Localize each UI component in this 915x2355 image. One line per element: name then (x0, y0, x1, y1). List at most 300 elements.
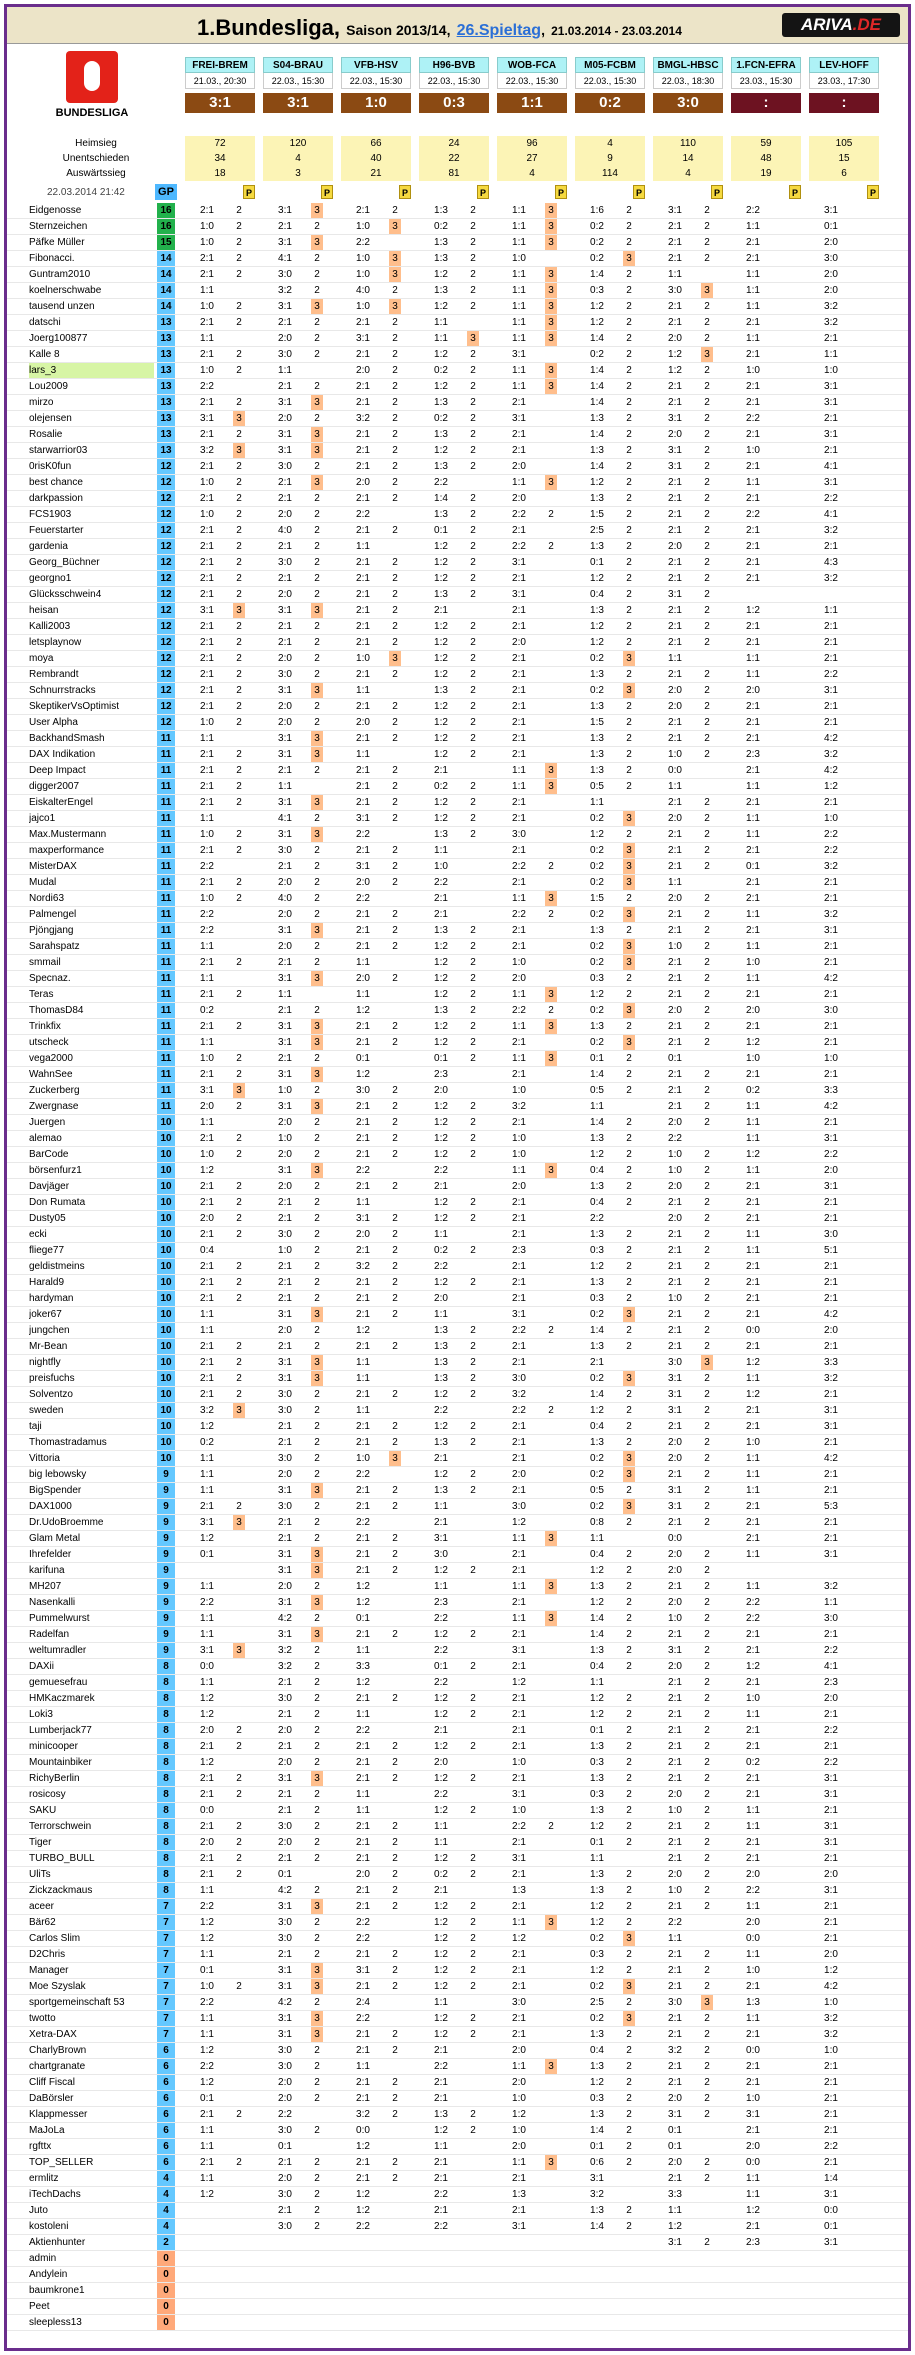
tip-value: 2:2 (512, 1405, 526, 1416)
player-name[interactable]: Aktienhunter (29, 2237, 86, 2248)
player-name[interactable]: DaBörsler (29, 2093, 74, 2104)
player-name[interactable]: Nasenkalli (29, 1597, 76, 1608)
tip-points: 2 (392, 1341, 398, 1352)
tip-value: 1:3 (434, 397, 448, 408)
player-name[interactable]: rosicosy (29, 1789, 66, 1800)
player-name[interactable]: EiskalterEngel (29, 797, 93, 808)
tip-points: 2 (392, 973, 398, 984)
player-name[interactable]: Harald9 (29, 1277, 65, 1288)
stat-value: 6 (809, 166, 879, 181)
tip-points: 3 (623, 1371, 635, 1386)
player-name[interactable]: Pummelwurst (29, 1613, 90, 1624)
tip-points: 2 (626, 269, 632, 280)
game-name[interactable]: S04-BRAU (263, 57, 333, 73)
tip-value: 0:2 (590, 1981, 604, 1992)
tip-value: 3:1 (200, 413, 214, 424)
tip-value: 1:3 (434, 1437, 448, 1448)
tip-value: 1:3 (590, 2205, 604, 2216)
player-name[interactable]: baumkrone1 (29, 2285, 85, 2296)
player-name[interactable]: twotto (29, 2013, 56, 2024)
tip-value: 1:3 (590, 1021, 604, 1032)
player-name[interactable]: Max.Mustermann (29, 829, 107, 840)
player-name[interactable]: Kalli2003 (29, 621, 71, 632)
tip-value: 2:1 (668, 1341, 682, 1352)
tip-value: 1:2 (434, 1197, 448, 1208)
tip-value: 1:1 (356, 989, 370, 1000)
player-name[interactable]: Xetra-DAX (29, 2029, 77, 2040)
player-name[interactable]: Cliff Fiscal (29, 2077, 75, 2088)
player-name[interactable]: Pjöngjang (29, 925, 74, 936)
tip-value: 1:3 (434, 461, 448, 472)
tip-value: 1:3 (434, 589, 448, 600)
p-tag: P (633, 185, 645, 199)
player-name[interactable]: Feuerstarter (29, 525, 84, 536)
table-row (7, 1947, 908, 1963)
tip-points: 3 (545, 2155, 557, 2170)
player-name[interactable]: HMKaczmarek (29, 1693, 95, 1704)
player-points: 4 (157, 2187, 175, 2202)
player-name[interactable]: Lou2009 (29, 381, 68, 392)
player-name[interactable]: fliege77 (29, 1245, 65, 1256)
tip-points: 2 (704, 1805, 710, 1816)
tip-value: 1:4 (590, 2125, 604, 2136)
tip-points: 3 (311, 1563, 323, 1578)
player-name[interactable]: Teras (29, 989, 54, 1000)
tip-value: 2:1 (824, 637, 838, 648)
player-name[interactable]: D2Chris (29, 1949, 66, 1960)
player-name[interactable]: Zwergnase (29, 1101, 79, 1112)
player-name[interactable]: DAX Indikation (29, 749, 96, 760)
tip-value: 2:1 (512, 525, 526, 536)
tip-points: 2 (626, 573, 632, 584)
player-name[interactable]: letsplaynow (29, 637, 82, 648)
player-name[interactable]: ermlitz (29, 2173, 59, 2184)
player-name[interactable]: Fibonacci. (29, 253, 75, 264)
tip-value: 2:1 (356, 1293, 370, 1304)
player-name[interactable]: geldistmeins (29, 1261, 85, 1272)
tip-value: 2:1 (356, 1133, 370, 1144)
tip-points: 2 (470, 781, 476, 792)
table-row (7, 1083, 908, 1099)
player-name[interactable]: RichyBerlin (29, 1773, 80, 1784)
player-name[interactable]: aceer (29, 1901, 55, 1912)
player-name[interactable]: Davjäger (29, 1181, 70, 1192)
player-name[interactable]: sportgemeinschaft 53 (29, 1997, 125, 2008)
tip-value: 2:0 (824, 285, 838, 296)
tip-value: 2:1 (824, 1437, 838, 1448)
tip-points: 2 (392, 733, 398, 744)
tip-value: 3:1 (356, 1965, 370, 1976)
player-name[interactable]: datschi (29, 317, 61, 328)
table-row (7, 747, 908, 763)
tip-value: 2:1 (746, 1853, 760, 1864)
game-name[interactable]: 1.FCN-EFRA (731, 57, 801, 73)
player-name[interactable]: MisterDAX (29, 861, 77, 872)
player-name[interactable]: Glücksschwein4 (29, 589, 102, 600)
player-name[interactable]: Dr.UdoBroemme (29, 1517, 104, 1528)
player-name[interactable]: darkpassion (29, 493, 83, 504)
player-name[interactable]: big lebowsky (29, 1469, 87, 1480)
player-name[interactable]: Rosalie (29, 429, 63, 440)
player-name[interactable]: weltumradler (29, 1645, 87, 1656)
tip-value: 1:2 (200, 1757, 214, 1768)
tip-value: 2:1 (746, 493, 760, 504)
tip-points: 2 (314, 541, 320, 552)
player-name[interactable]: Sternzeichen (29, 221, 88, 232)
player-name[interactable]: Palmengel (29, 909, 77, 920)
player-name[interactable]: Specnaz. (29, 973, 71, 984)
game-name[interactable]: FREI-BREM (185, 57, 255, 73)
tip-value: 2:0 (200, 1101, 214, 1112)
tip-value: 2:0 (668, 1213, 682, 1224)
player-name[interactable]: starwarrior03 (29, 445, 88, 456)
tip-points: 2 (314, 413, 320, 424)
player-name[interactable]: User Alpha (29, 717, 78, 728)
player-name[interactable]: Mr-Bean (29, 1341, 68, 1352)
tip-points: 2 (704, 2029, 710, 2040)
tip-points: 2 (314, 573, 320, 584)
tip-value: 3:0 (824, 1229, 838, 1240)
tip-points: 2 (704, 1229, 710, 1240)
tip-value: 2:1 (356, 2093, 370, 2104)
tip-value: 2:1 (746, 557, 760, 568)
player-name[interactable]: hardyman (29, 1293, 74, 1304)
player-name[interactable]: Päfke Müller (29, 237, 85, 248)
player-name[interactable]: moya (29, 653, 54, 664)
player-name[interactable]: smmail (29, 957, 61, 968)
tip-points: 3 (311, 603, 323, 618)
player-name[interactable]: georgno1 (29, 573, 72, 584)
tip-value: 2:1 (824, 1261, 838, 1272)
tip-points: 3 (311, 747, 323, 762)
player-name[interactable]: Guntram2010 (29, 269, 91, 280)
tip-value: 1:1 (434, 1309, 448, 1320)
player-name[interactable]: Radelfan (29, 1629, 70, 1640)
tip-value: 3:1 (278, 1021, 292, 1032)
player-name[interactable]: Glam Metal (29, 1533, 81, 1544)
player-name[interactable]: Moe Szyslak (29, 1981, 86, 1992)
p-tag: P (711, 185, 723, 199)
tip-points: 2 (626, 989, 632, 1000)
tip-value: 2:1 (356, 2045, 370, 2056)
tip-points: 2 (470, 541, 476, 552)
tip-points: 3 (311, 1627, 323, 1642)
player-name[interactable]: best chance (29, 477, 83, 488)
player-name[interactable]: Loki3 (29, 1709, 53, 1720)
tip-points: 2 (704, 1085, 710, 1096)
tip-value: 2:1 (356, 1757, 370, 1768)
player-name[interactable]: taji (29, 1421, 42, 1432)
tip-value: 1:4 (590, 365, 604, 376)
tip-points: 2 (236, 541, 242, 552)
game-name[interactable]: WOB-FCA (497, 57, 567, 73)
player-name[interactable]: Mountainbiker (29, 1757, 92, 1768)
tip-points: 2 (314, 765, 320, 776)
tip-points: 3 (545, 283, 557, 298)
tip-points: 2 (704, 973, 710, 984)
tip-value: 0:1 (278, 2141, 292, 2152)
player-name[interactable]: ThomasD84 (29, 1005, 84, 1016)
tip-points: 2 (626, 1837, 632, 1848)
tip-value: 2:1 (278, 1213, 292, 1224)
tip-value: 0:2 (434, 781, 448, 792)
player-name[interactable]: digger2007 (29, 781, 80, 792)
tip-points: 2 (626, 701, 632, 712)
player-name[interactable]: jajco1 (29, 813, 56, 824)
player-name[interactable]: iTechDachs (29, 2189, 81, 2200)
tip-points: 2 (626, 413, 632, 424)
table-row (7, 1195, 908, 1211)
tip-points: 2 (470, 1005, 476, 1016)
player-name[interactable]: preisfuchs (29, 1373, 75, 1384)
tip-value: 3:1 (200, 1517, 214, 1528)
player-name[interactable]: jungchen (29, 1325, 70, 1336)
table-row (7, 2043, 908, 2059)
tip-value: 3:1 (278, 925, 292, 936)
tip-value: 2:0 (824, 1949, 838, 1960)
tip-points: 2 (236, 1821, 242, 1832)
tip-value: 2:1 (434, 1181, 448, 1192)
player-name[interactable]: vega2000 (29, 1053, 73, 1064)
player-name[interactable]: Schnurrstracks (29, 685, 96, 696)
player-name[interactable]: lars_3 (29, 363, 154, 378)
player-name[interactable]: UliTs (29, 1869, 51, 1880)
player-name[interactable]: minicooper (29, 1741, 78, 1752)
player-name[interactable]: admin (29, 2253, 57, 2264)
player-name[interactable]: Peet (29, 2301, 50, 2312)
player-name[interactable]: Juto (29, 2205, 48, 2216)
tip-value: 2:1 (356, 1981, 370, 1992)
player-name[interactable]: ecki (29, 1229, 47, 1240)
player-name[interactable]: Mudal (29, 877, 57, 888)
tip-value: 3:1 (200, 1645, 214, 1656)
player-name[interactable]: nightfly (29, 1357, 61, 1368)
player-name[interactable]: koelnerschwabe (29, 285, 102, 296)
tip-value: 3:1 (824, 429, 838, 440)
tip-value: 3:1 (278, 733, 292, 744)
player-name[interactable]: MaJoLa (29, 2125, 65, 2136)
player-name[interactable]: Solventzo (29, 1389, 73, 1400)
tip-value: 3:2 (356, 1261, 370, 1272)
player-name[interactable]: Andylein (29, 2269, 68, 2280)
matchday-link[interactable]: 26.Spieltag (456, 22, 542, 39)
player-name[interactable]: Dusty05 (29, 1213, 66, 1224)
tip-value: 3:1 (278, 1981, 292, 1992)
player-name[interactable]: tausend unzen (29, 301, 95, 312)
player-name[interactable]: Trinkfix (29, 1021, 61, 1032)
tip-points: 2 (626, 1197, 632, 1208)
tip-points: 2 (626, 1405, 632, 1416)
table-row (7, 1467, 908, 1483)
tip-value: 3:0 (278, 2125, 292, 2136)
player-name[interactable]: Thomastradamus (29, 1437, 107, 1448)
tip-points: 2 (314, 461, 320, 472)
player-name[interactable]: BackhandSmash (29, 733, 105, 744)
player-name[interactable]: 0risK0fun (29, 461, 72, 472)
player-name[interactable]: Terrorschwein (29, 1821, 92, 1832)
tip-points: 2 (236, 557, 242, 568)
player-name[interactable]: TOP_SELLER (29, 2157, 94, 2168)
game-name[interactable]: LEV-HOFF (809, 57, 879, 73)
player-points: 13 (157, 379, 175, 394)
player-name[interactable]: mirzo (29, 397, 54, 408)
player-name[interactable]: Klappmesser (29, 2109, 88, 2120)
tip-value: 1:1 (746, 1245, 760, 1256)
player-name[interactable]: Rembrandt (29, 669, 79, 680)
player-name[interactable]: Ihrefelder (29, 1549, 72, 1560)
tip-points: 2 (626, 1421, 632, 1432)
tip-points: 2 (470, 925, 476, 936)
tip-value: 2:2 (512, 1325, 526, 1336)
player-name[interactable]: Carlos Slim (29, 1933, 81, 1944)
tip-value: 2:2 (434, 2221, 448, 2232)
tip-value: 1:3 (590, 1773, 604, 1784)
tip-value: 2:1 (356, 1021, 370, 1032)
tip-value: 0:1 (590, 1053, 604, 1064)
player-name[interactable]: DAXii (29, 1661, 55, 1672)
tip-value: 2:1 (512, 1453, 526, 1464)
player-name[interactable]: heisan (29, 605, 59, 616)
player-name[interactable]: BarCode (29, 1149, 69, 1160)
player-name[interactable]: börsenfurz1 (29, 1165, 82, 1176)
tip-value: 1:0 (278, 1133, 292, 1144)
tip-points: 2 (548, 1325, 554, 1336)
player-name[interactable]: gardenia (29, 541, 68, 552)
player-name[interactable]: Nordi63 (29, 893, 65, 904)
tip-value: 2:1 (668, 1421, 682, 1432)
tip-value: 1:1 (200, 1949, 214, 1960)
player-name[interactable]: Sarahspatz (29, 941, 80, 952)
tip-value: 1:2 (434, 269, 448, 280)
player-name[interactable]: Juergen (29, 1117, 66, 1128)
tip-points: 2 (470, 1981, 476, 1992)
tip-points: 2 (314, 1661, 320, 1672)
tip-points: 2 (470, 989, 476, 1000)
player-name[interactable]: SkeptikerVsOptimist (29, 701, 120, 712)
stat-value: 66 (341, 136, 411, 151)
player-name[interactable]: MH207 (29, 1581, 62, 1592)
tip-value: 3:0 (824, 253, 838, 264)
player-name[interactable]: Lumberjack77 (29, 1725, 92, 1736)
tip-value: 1:1 (512, 285, 526, 296)
player-name[interactable]: FCS1903 (29, 509, 72, 520)
ariva-logo[interactable] (782, 13, 900, 37)
tip-points: 2 (626, 301, 632, 312)
player-name[interactable]: Eidgenosse (29, 205, 82, 216)
game-name[interactable]: H96-BVB (419, 57, 489, 73)
player-name[interactable]: Zuckerberg (29, 1085, 80, 1096)
tip-value: 2:1 (356, 2077, 370, 2088)
tip-points: 2 (704, 717, 710, 728)
tip-value: 2:1 (746, 1741, 760, 1752)
tip-points: 2 (626, 733, 632, 744)
tip-points: 2 (626, 1053, 632, 1064)
tip-value: 1:1 (746, 829, 760, 840)
player-name[interactable]: Vittoria (29, 1453, 60, 1464)
tip-value: 1:0 (668, 1613, 682, 1624)
player-name[interactable]: sweden (29, 1405, 64, 1416)
game-name[interactable]: BMGL-HBSC (653, 57, 723, 73)
player-name[interactable]: DAX1000 (29, 1501, 72, 1512)
player-points: 10 (157, 1259, 175, 1274)
player-name[interactable]: maxperformance (29, 845, 105, 856)
game-name[interactable]: M05-FCBM (575, 57, 645, 73)
table-row (7, 2075, 908, 2091)
tip-points: 2 (236, 637, 242, 648)
tip-points: 2 (392, 1741, 398, 1752)
tip-value: 2:1 (746, 701, 760, 712)
player-name[interactable]: karifuna (29, 1565, 65, 1576)
tip-value: 2:1 (824, 1197, 838, 1208)
tip-value: 3:1 (278, 1773, 292, 1784)
player-name[interactable]: Manager (29, 1965, 69, 1976)
player-name[interactable]: sleepless13 (29, 2317, 82, 2328)
tip-points: 2 (626, 589, 632, 600)
player-name[interactable]: Tiger (29, 1837, 52, 1848)
player-name[interactable]: Don Rumata (29, 1197, 86, 1208)
player-name[interactable]: alemao (29, 1133, 62, 1144)
player-name[interactable]: utscheck (29, 1037, 69, 1048)
player-name[interactable]: WahnSee (29, 1069, 73, 1080)
player-name[interactable]: Zickzackmaus (29, 1885, 93, 1896)
player-name[interactable]: joker67 (29, 1309, 62, 1320)
table-row (7, 1627, 908, 1643)
tip-value: 1:3 (590, 1133, 604, 1144)
player-name[interactable]: rgfttx (29, 2141, 52, 2152)
tip-value: 2:1 (356, 205, 370, 216)
player-name[interactable]: SAKU (29, 1805, 57, 1816)
player-name[interactable]: olejensen (29, 413, 72, 424)
player-name[interactable]: Kalle 8 (29, 349, 60, 360)
player-name[interactable]: gemuesefrau (29, 1677, 88, 1688)
player-points: 9 (157, 1483, 175, 1498)
tip-points: 2 (704, 1309, 710, 1320)
tip-value: 1:1 (356, 749, 370, 760)
tip-value: 0:2 (746, 1085, 760, 1096)
player-name[interactable]: CharlyBrown (29, 2045, 87, 2056)
table-row (7, 923, 908, 939)
tip-value: 2:2 (590, 1213, 604, 1224)
tip-value: 2:1 (668, 1741, 682, 1752)
tip-value: 1:0 (512, 2125, 526, 2136)
tip-points: 2 (392, 1629, 398, 1640)
player-name[interactable]: Joerg100877 (29, 333, 88, 344)
tip-value: 1:0 (356, 1453, 370, 1464)
tip-points: 2 (392, 413, 398, 424)
tip-value: 2:0 (278, 1725, 292, 1736)
player-name[interactable]: Georg_Büchner (29, 557, 100, 568)
tip-value: 2:0 (278, 877, 292, 888)
player-name[interactable]: Deep Impact (29, 765, 86, 776)
player-name[interactable]: kostoleni (29, 2221, 69, 2232)
player-name[interactable]: TURBO_BULL (29, 1853, 95, 1864)
stat-value: 24 (419, 136, 489, 151)
player-name[interactable]: Bär62 (29, 1917, 56, 1928)
player-points: 13 (157, 427, 175, 442)
game-name[interactable]: VFB-HSV (341, 57, 411, 73)
tip-points: 2 (704, 669, 710, 680)
tip-value: 4:1 (278, 813, 292, 824)
tip-value: 2:1 (278, 1197, 292, 1208)
player-name[interactable]: BigSpender (29, 1485, 82, 1496)
tip-value: 2:1 (356, 1741, 370, 1752)
player-name[interactable]: chartgranate (29, 2061, 86, 2072)
tip-value: 2:1 (356, 1245, 370, 1256)
tip-value: 2:1 (356, 669, 370, 680)
tip-value: 3:0 (278, 669, 292, 680)
tip-points: 2 (236, 2109, 242, 2120)
tip-points: 2 (392, 1485, 398, 1496)
